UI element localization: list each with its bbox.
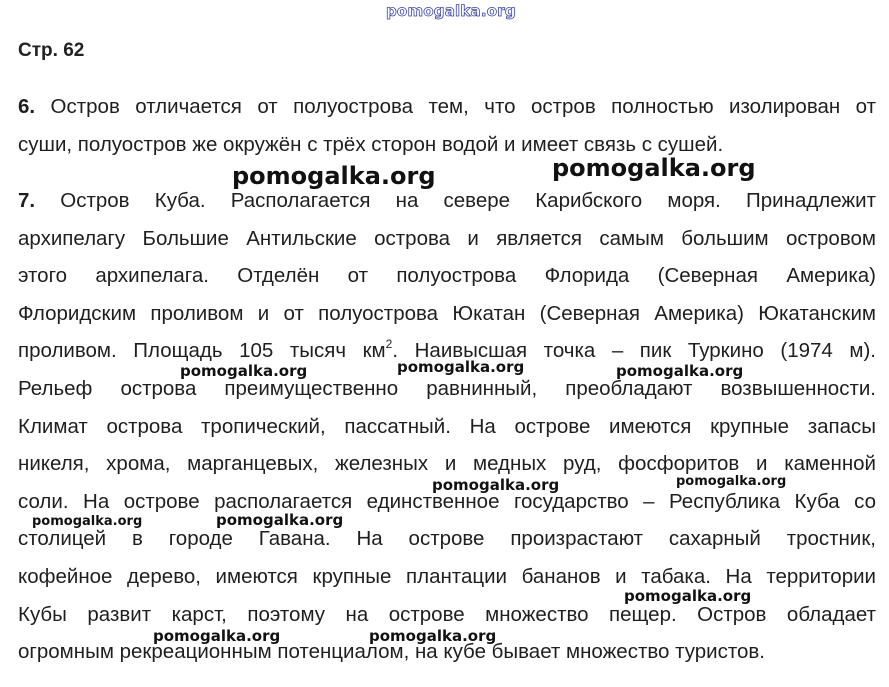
area-text: проливом. Площадь 105 тысяч км bbox=[18, 339, 386, 363]
answer-7-line-10: столицей в городе Гавана. На острове произрастают сахарный тростник, bbox=[18, 527, 876, 551]
watermark: pomogalka.org bbox=[232, 162, 436, 190]
watermark-top: pomogalka.org bbox=[386, 2, 516, 20]
page-number: Стр. 62 bbox=[18, 40, 85, 61]
watermark: pomogalka.org bbox=[624, 587, 752, 605]
watermark: pomogalka.org bbox=[552, 154, 756, 182]
answer-7-line-12: Кубы развит карст, поэтому на острове множество пещер. Остров обладает bbox=[18, 602, 876, 626]
answer-6 bbox=[18, 88, 876, 163]
answer-7-line-9: соли. На острове располагается единственное государство – Республика Куба со bbox=[18, 489, 876, 513]
watermark: pomogalka.org bbox=[216, 511, 344, 529]
area-superscript: 2 bbox=[385, 337, 393, 352]
highest-point-text: . Наивысшая точка – пик Туркино (1974 м). bbox=[392, 339, 877, 363]
answer-6-line-1: Остров отличается от полуострова тем, что остров полностью изолирован от bbox=[35, 95, 876, 118]
answer-7-line-6: Рельеф острова преимущественно равнинный, преобладают возвышенности. bbox=[18, 376, 876, 400]
answer-6-number: 6. bbox=[18, 95, 36, 118]
watermark: pomogalka.org bbox=[432, 476, 560, 494]
answer-7-line-13: огромным рекреационным потенциалом, на кубе бывает множество туристов. bbox=[18, 640, 765, 664]
answer-7-number: 7. bbox=[18, 189, 36, 212]
answer-7-line-8: никеля, хрома, марганцевых, железных и медных руд, фосфоритов и каменной bbox=[18, 452, 876, 476]
answer-7-line-7: Климат острова тропический, пассатный. На острове имеются крупные запасы bbox=[18, 414, 876, 438]
answer-7-line-4: Флоридским проливом и от полуострова Юкатан (Северная Америка) Юкатанским bbox=[18, 301, 876, 325]
watermark: pomogalka.org bbox=[616, 362, 744, 380]
answer-7-line-11: кофейное дерево, имеются крупные плантации бананов и табака. На территории bbox=[18, 564, 876, 588]
watermark: pomogalka.org bbox=[32, 514, 143, 529]
watermark: pomogalka.org bbox=[180, 362, 308, 380]
watermark: pomogalka.org bbox=[676, 474, 787, 489]
answer-7-line-3: этого архипелага. Отделён от полуострова Флорида (Северная Америка) bbox=[18, 264, 876, 288]
watermark: pomogalka.org bbox=[369, 627, 497, 645]
watermark: pomogalka.org bbox=[397, 358, 525, 376]
answer-7-line-1: Остров Куба. Располагается на севере Карибского моря. Принадлежит bbox=[35, 189, 876, 212]
answer-6-line-2: суши, полуостров же окружён с трёх сторон водой и имеет связь с сушей. bbox=[18, 132, 724, 156]
watermark: pomogalka.org bbox=[153, 627, 281, 645]
answer-7-line-2: архипелагу Большие Антильские острова и является самым большим островом bbox=[18, 226, 876, 250]
